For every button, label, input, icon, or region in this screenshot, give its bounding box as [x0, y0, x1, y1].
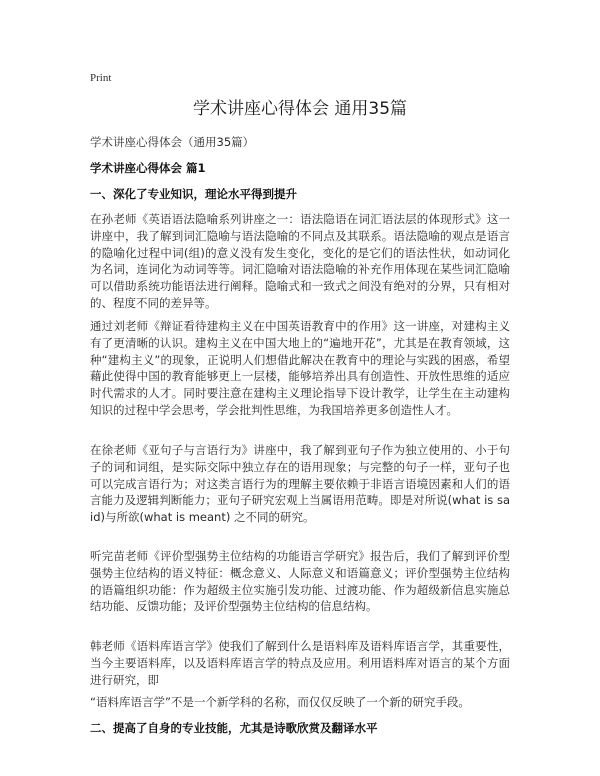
paragraph-3: 在徐老师《亚句子与言语行为》讲座中，我了解到亚句子作为独立使用的、小于句子的词和词组，是实际交际中独立存在的语用现象；与完整的句子一样，亚句子也可以完成言语行为；对这类言语行为的理解主要依赖于非语言语境因素和人们的语言能力及逻辑判断能力；亚句子研究宏观上当属语用范畴。即是对所说(what is said)与所欲(what is meant) 之不同的研究。: [90, 443, 510, 525]
point-heading-2: 二、提高了自身的专业技能，尤其是诗歌欣赏及翻译水平: [90, 721, 378, 735]
print-link[interactable]: Print: [90, 72, 112, 84]
paragraph-5: 韩老师《语料库语言学》使我们了解到什么是语料库及语料库语言学，其重要性，当今主要语料库，以及语料库语言学的特点及应用。利用语料库对语言的某个方面进行研究，即: [90, 639, 510, 687]
point-heading-1: 一、深化了专业知识，理论水平得到提升: [90, 187, 297, 201]
paragraph-1: 在孙老师《英语语法隐喻系列讲座之一：语法隐语在词汇语法层的体现形式》这一讲座中，我了解到词汇隐喻与语法隐喻的不同点及其联系。语法隐喻的观点是语言的隐喻化过程中词(组)的意义没有发生变化，变化的是它们的语法性状，如动词化为名词，连词化为动词等等。词汇隐喻对语法隐喻的补充作用体现在某些词汇隐喻可以借助系统功能语法进行阐释。隐喻式和一致式之间没有绝对的分界，只有相对的、程度不同的差异等。: [90, 212, 510, 310]
paragraph-4: 听完苗老师《评价型强势主位结构的功能语言学研究》报告后，我们了解到评价型强势主位结构的语义特征：概念意义、人际意义和语篇意义；评价型强势主位结构的语篇组织功能：作为超级主位实施引发功能、过渡功能、作为超级新信息实施总结功能、反馈功能；及评价型强势主位结构的信息结构。: [90, 549, 510, 614]
page-title: 学术讲座心得体会 通用35篇: [192, 99, 408, 119]
document-subtitle: 学术讲座心得体会（通用35篇）: [90, 135, 255, 149]
paragraph-6: “语料库语言学”不是一个新学科的名称，而仅仅反映了一个新的研究手段。: [90, 695, 470, 709]
paragraph-2: 通过刘老师《辩证看待建构主义在中国英语教育中的作用》这一讲座，对建构主义有了更清晰的认识。建构主义在中国大地上的“遍地开花”，尤其是在教育领域，这种“建构主义”的现象，正说明人们想借此解决在教育中的理论与实践的困惑，希望藉此使得中国的教育能够更上一层楼，能够培养出具有创造性、开放性思维的适应时代需求的人才。同时要注意在建构主义理论指导下设计教学，让学生在主动建构知识的过程中学会思考，学会批判性思维，为我国培养更多创造性人才。: [90, 319, 510, 417]
section-heading: 学术讲座心得体会 篇1: [90, 161, 206, 175]
